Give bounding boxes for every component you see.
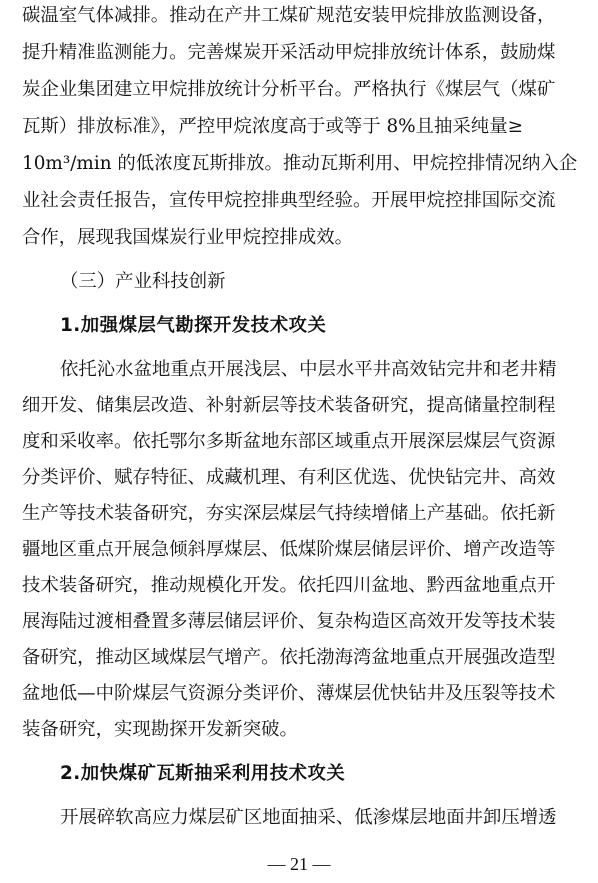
body-text-line: 盆地低—中阶煤层气资源分类评价、薄煤层优快钻井及压裂等技术 [22,683,556,704]
subsection-heading: 1.加强煤层气勘探开发技术攻关 [60,315,327,336]
body-text-line: 细开发、储集层改造、补射新层等技术装备研究，提高储量控制程 [22,395,556,416]
body-text-line: 10m³/min 的低浓度瓦斯排放。推动瓦斯利用、甲烷控排情况纳入企 [22,153,578,174]
body-text-line: 碳温室气体减排。推动在产井工煤矿规范安装甲烷排放监测设备， [22,5,556,26]
body-text-line: 分类评价、赋存特征、成藏机理、有利区优选、优快钻完井、高效 [22,467,556,488]
body-text-line: 度和采收率。依托鄂尔多斯盆地东部区域重点开展深层煤层气资源 [22,431,556,452]
body-text-line: 备研究，推动区域煤层气增产。依托渤海湾盆地重点开展强改造型 [22,647,556,668]
body-text-line: 疆地区重点开展急倾斜厚煤层、低煤阶煤层储层评价、增产改造等 [22,539,556,560]
body-text-line: 业社会责任报告，宣传甲烷控排典型经验。开展甲烷控排国际交流 [22,190,556,211]
body-text-line: 技术装备研究，推动规模化开发。依托四川盆地、黔西盆地重点开 [22,575,556,596]
page-number: — 21 — [267,854,331,874]
body-text-line: 依托沁水盆地重点开展浅层、中层水平井高效钻完井和老井精 [60,359,557,380]
body-text-line: 提升精准监测能力。完善煤炭开采活动甲烷排放统计体系，鼓励煤 [22,42,556,63]
body-text-line: 展海陆过渡相叠置多薄层储层评价、复杂构造区高效开发等技术装 [22,611,556,632]
section-heading: （三）产业科技创新 [60,271,226,292]
body-text-line: 开展碎软高应力煤层矿区地面抽采、低渗煤层地面井卸压增透 [60,807,557,828]
body-text-line: 瓦斯）排放标准》，严控甲烷浓度高于或等于 8%且抽采纯量≥ [22,116,523,137]
body-text-line: 合作，展现我国煤炭行业甲烷控排成效。 [22,227,354,248]
body-text-line: 炭企业集团建立甲烷排放统计分析平台。严格执行《煤层气（煤矿 [22,79,556,100]
body-text-line: 生产等技术装备研究，夯实深层煤层气持续增储上产基础。依托新 [22,503,556,524]
subsection-heading: 2.加快煤矿瓦斯抽采利用技术攻关 [60,763,346,784]
body-text-line: 装备研究，实现勘探开发新突破。 [22,719,298,740]
